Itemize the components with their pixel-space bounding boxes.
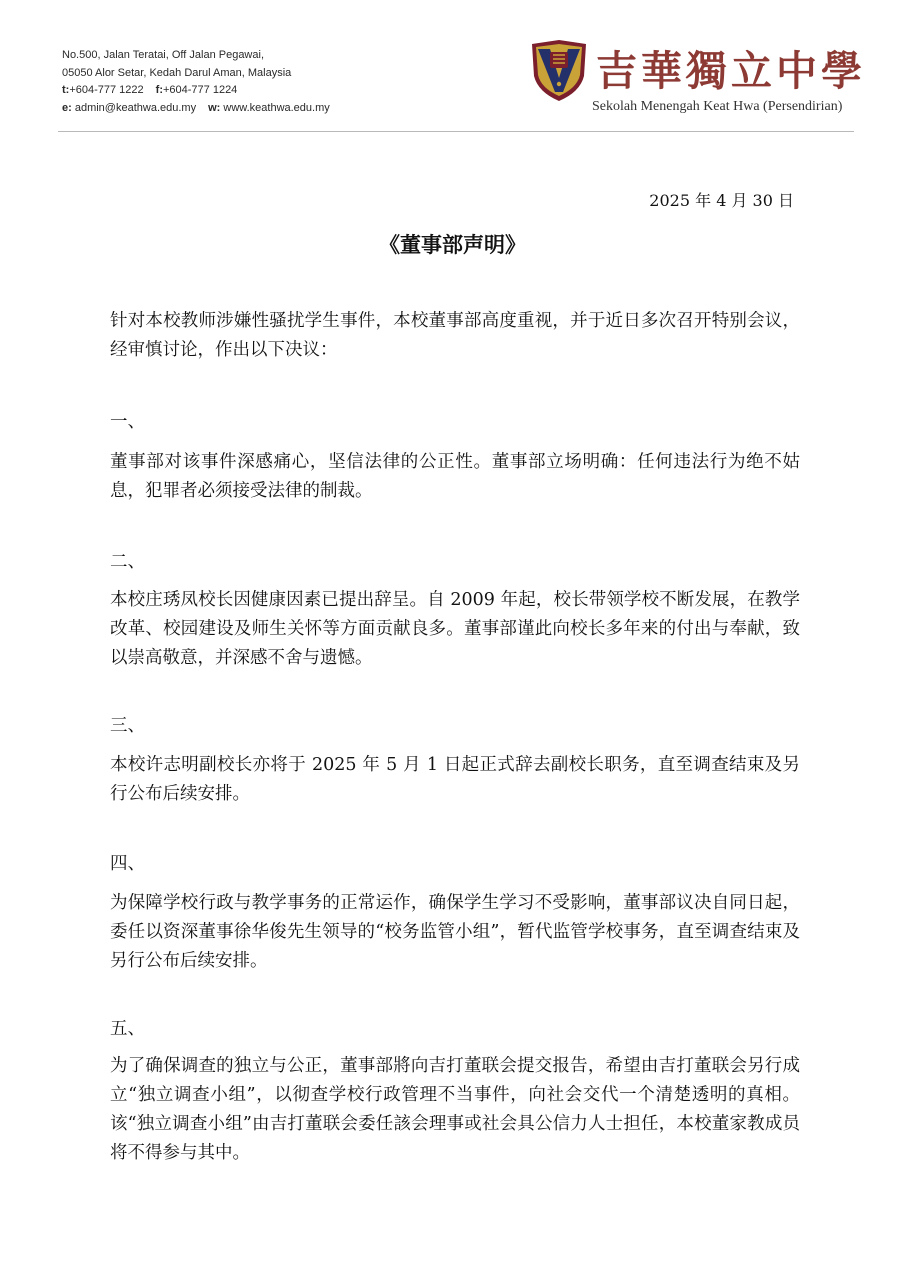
address-line-2: 05050 Alor Setar, Kedah Darul Aman, Malaysia [62,66,292,79]
letterhead [0,0,905,140]
address-line-1: No.500, Jalan Teratai, Off Jalan Pegawai, [62,49,264,61]
section-label-2: 二、 [110,552,145,572]
section-text-2: 本校庄琇凤校长因健康因素已提出辞呈。自 2009 年起，校长带领学校不断发展，在教学改革、校园建设及师生关怀等方面贡献良多。董事部谨此向校长多年来的付出与奉献，致以崇高敬意，并深感不舍与遗憾。 [110,590,800,668]
section-label-1: 一、 [110,412,145,432]
section-text-5: 为了确保调查的独立与公正，董事部將向吉打董联会提交报告，希望由吉打董联会另行成立“独立调查小组”，以彻查学校行政管理不当事件，向社会交代一个清楚透明的真相。该“独立调查小组”由吉打董联会委任該会理事或社会具公信力人士担任，本校董家教成员将不得参与其中。 [110,1056,800,1163]
email-label: e: [62,101,72,114]
document-title: 《董事部声明》 [379,232,526,257]
email-address[interactable]: admin@keathwa.edu.my [74,101,197,114]
email-web-line [62,100,330,118]
school-name-chinese: 吉華獨立中學 [596,47,866,95]
section-text-3: 本校许志明副校长亦将于 2025 年 5 月 1 日起正式辞去副校长职务，直至调查结束及另行公布后续安排。 [110,755,800,804]
section-label-3: 三、 [110,716,145,736]
section-label-4: 四、 [110,854,145,874]
fax-label: f: [155,84,163,96]
section-text-4: 为保障学校行政与教学事务的正常运作，确保学生学习不受影响，董事部议决自同日起，委任以资深董事徐华俊先生领导的“校务监管小组”，暂代监管学校事务，直至调查结束及另行公布后续安排。 [110,893,800,971]
section-text-1: 董事部对该事件深感痛心，坚信法律的公正性。董事部立场明确：任何违法行为绝不姑息，犯罪者必须接受法律的制裁。 [110,452,800,501]
school-name-malay: Sekolah Menengah Keat Hwa (Persendirian) [592,99,843,114]
fax-number: +604-777 1224 [162,84,238,96]
tel-number: +604-777 1222 [69,84,144,96]
school-crest-icon [530,40,588,102]
contact-block [62,47,330,117]
school-logo-block [530,38,880,128]
web-label: w: [208,101,221,114]
tel-label: t: [62,84,70,96]
intro-paragraph: 针对本校教师涉嫌性骚扰学生事件，本校董事部高度重视，并于近日多次召开特别会议，经审慎讨论，作出以下决议： [110,311,800,360]
document-date: 2025 年 4 月 30 日 [649,191,794,210]
phone-fax-line [62,82,330,100]
section-label-5: 五、 [110,1019,145,1039]
header-divider [58,131,854,132]
website[interactable]: www.keathwa.edu.my [223,101,330,114]
